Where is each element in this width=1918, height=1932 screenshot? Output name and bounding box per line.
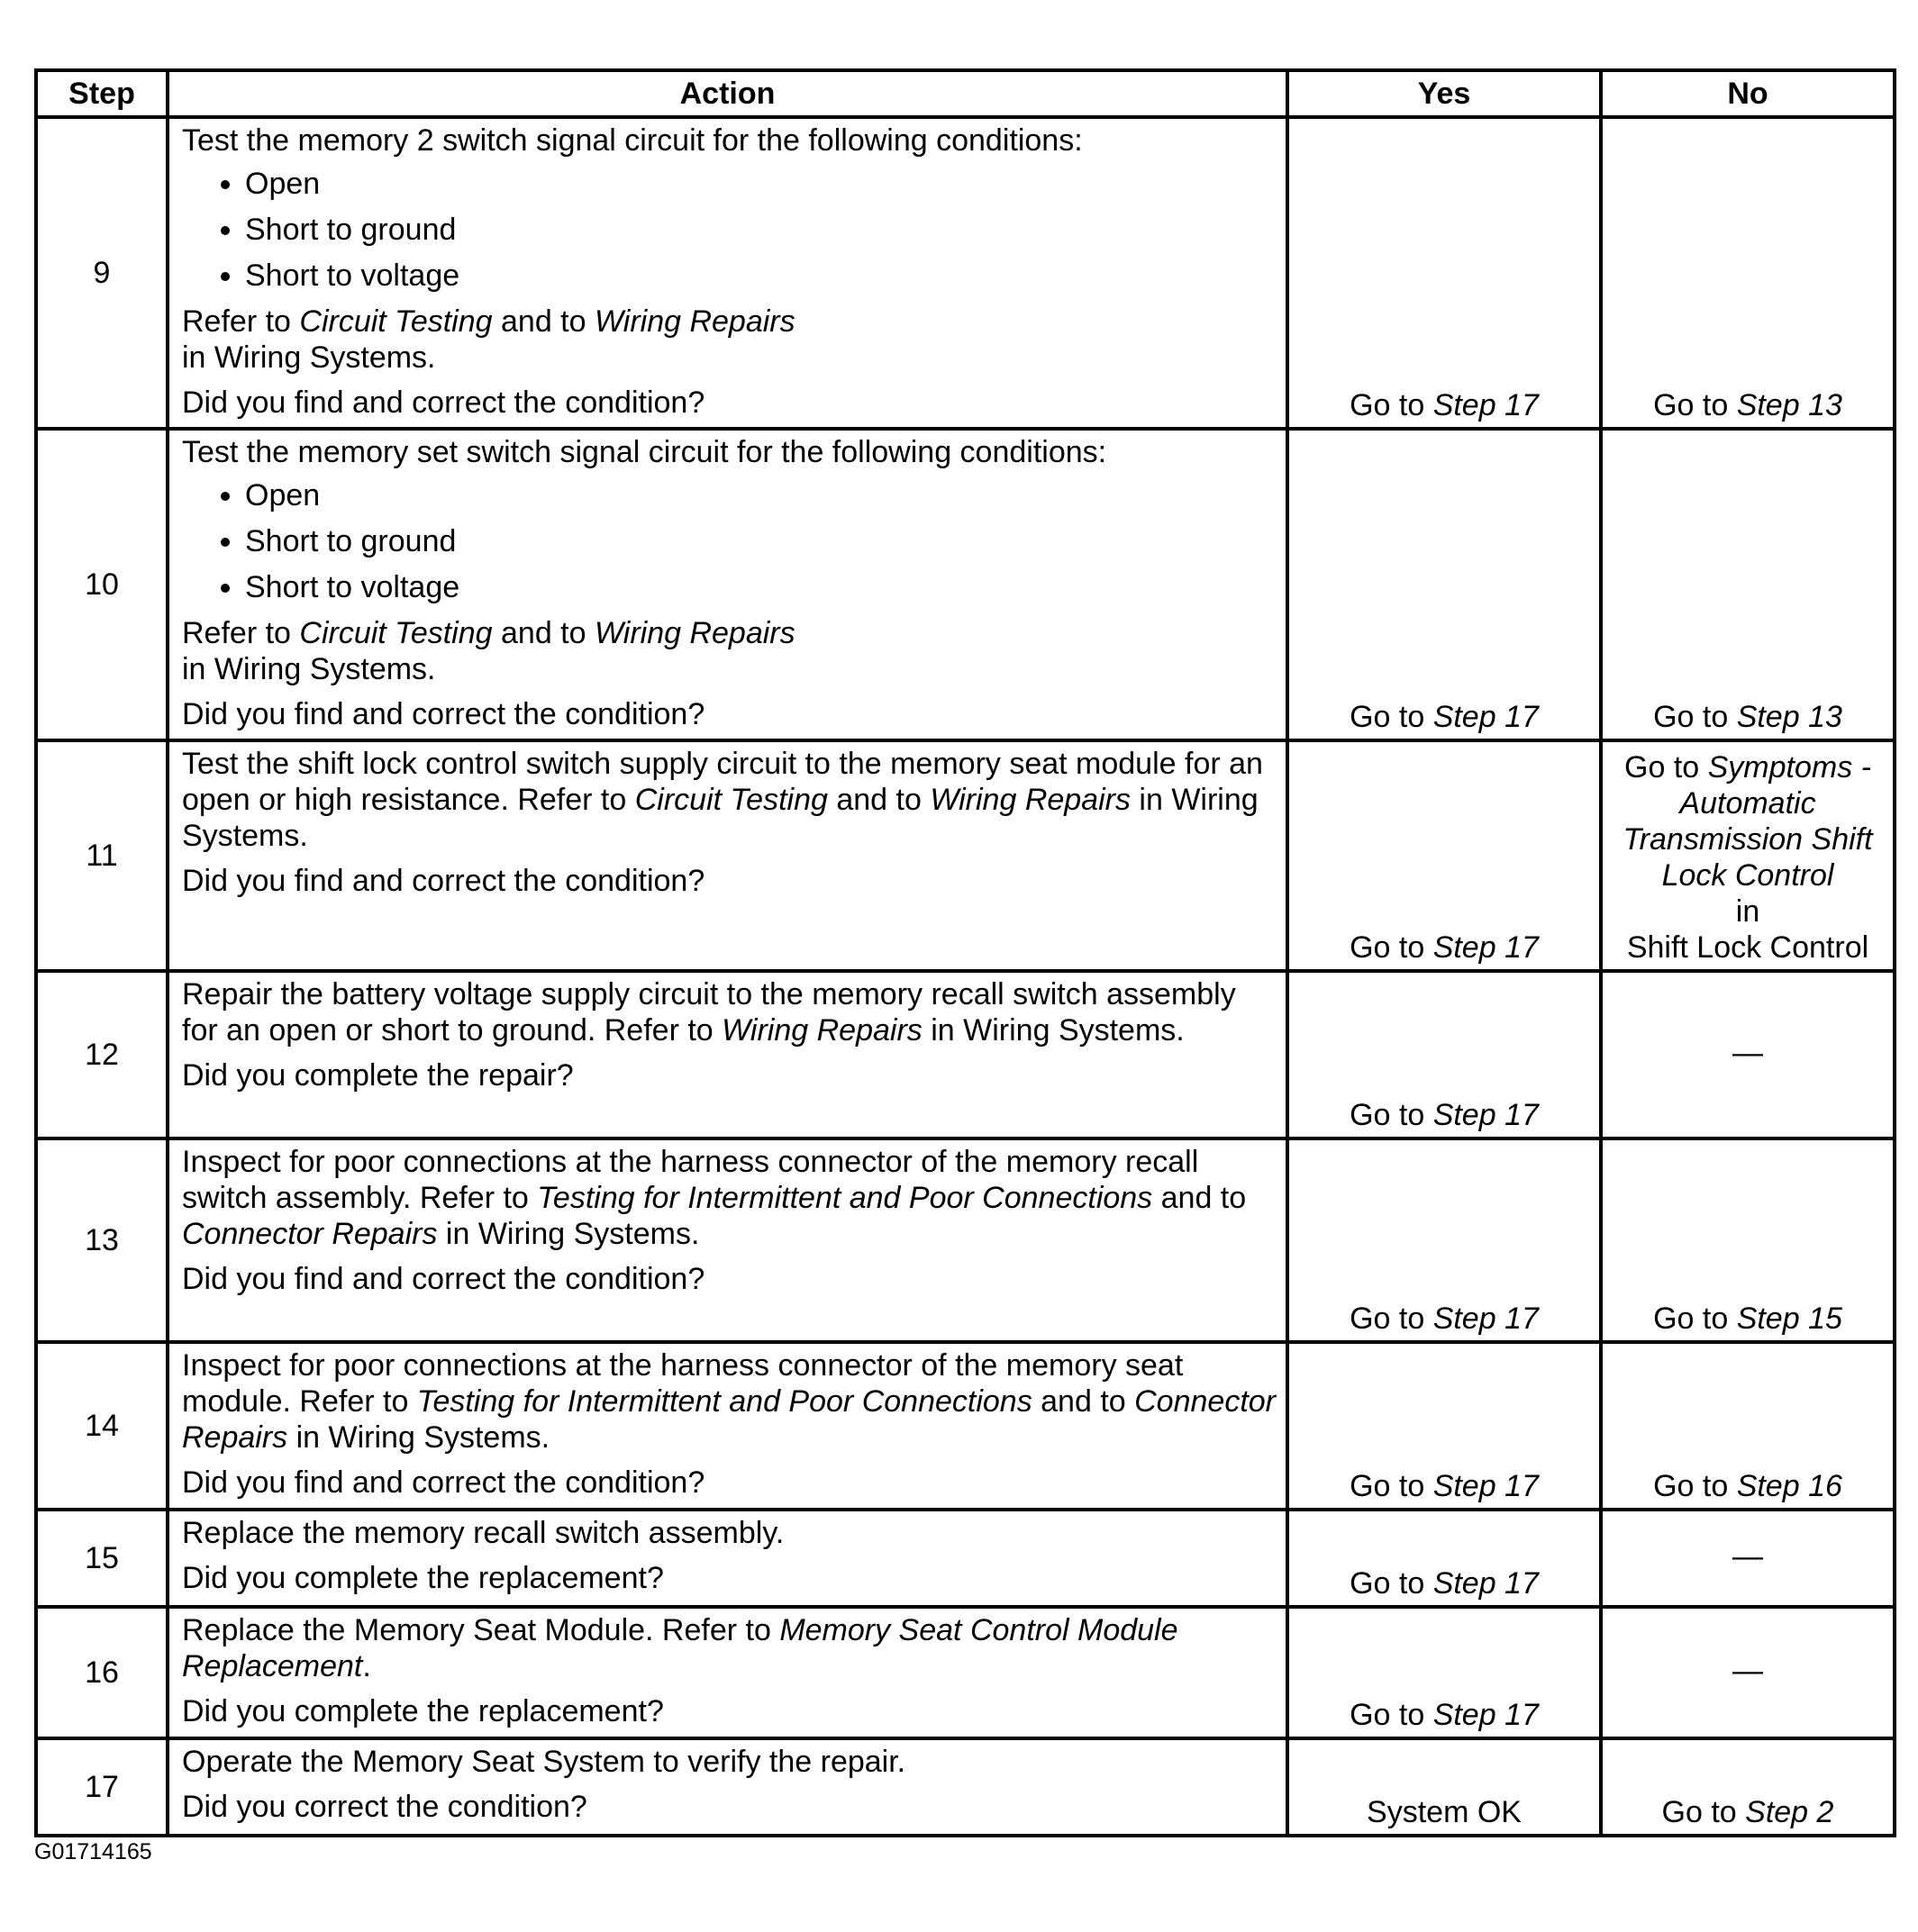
table-row xyxy=(36,1138,1895,1342)
action-reference: Refer to Circuit Testing and to Wiring Repairs in Wiring Systems. xyxy=(182,304,795,375)
action-question: Did you find and correct the condition? xyxy=(182,1465,705,1500)
reference-link: Circuit Testing xyxy=(634,783,828,817)
reference-link: Wiring Repairs xyxy=(594,304,795,339)
step-link: Step 17 xyxy=(1432,1698,1539,1732)
no-cell: Go to Step 16 xyxy=(1601,1342,1895,1510)
action-cell xyxy=(168,1138,1287,1342)
action-question: Did you complete the repair? xyxy=(182,1058,574,1093)
table-row xyxy=(36,117,1895,429)
step-number: 15 xyxy=(36,1510,168,1607)
action-question: Did you find and correct the condition? xyxy=(182,697,705,731)
no-cell xyxy=(1601,1510,1895,1607)
yes-cell: Go to Step 17 xyxy=(1287,740,1601,971)
table-row xyxy=(36,1738,1895,1836)
yes-cell xyxy=(1287,1738,1601,1836)
action-cell xyxy=(168,1342,1287,1510)
dash: — xyxy=(1732,1654,1763,1688)
list-item: • Open xyxy=(245,477,1277,513)
reference-link: Connector Repairs xyxy=(182,1384,1276,1455)
action-intro: Test the memory set switch signal circuit for the following conditions: xyxy=(182,435,1107,469)
table-row xyxy=(36,1342,1895,1510)
reference-link: Wiring Repairs xyxy=(594,616,795,650)
step-number: 12 xyxy=(36,971,168,1138)
list-item: • Open xyxy=(245,166,1277,202)
step-link: Step 17 xyxy=(1432,1098,1539,1132)
step-number: 11 xyxy=(36,740,168,971)
header-action: Action xyxy=(168,70,1287,117)
step-link: Step 17 xyxy=(1432,930,1539,965)
step-number: 16 xyxy=(36,1607,168,1738)
condition-list xyxy=(182,477,1277,605)
yes-cell: Go to Step 17 xyxy=(1287,1138,1601,1342)
step-number: 9 xyxy=(36,117,168,429)
action-question: Did you find and correct the condition? xyxy=(182,385,705,420)
reference-link: Circuit Testing xyxy=(299,616,493,650)
yes-cell: Go to Step 17 xyxy=(1287,1607,1601,1738)
action-question: Did you complete the replacement? xyxy=(182,1561,664,1595)
reference-link: Connector Repairs xyxy=(182,1217,438,1251)
no-cell: Go to Symptoms - Automatic Transmission Shift Lock Control in Shift Lock Control xyxy=(1601,740,1895,971)
reference-link: Circuit Testing xyxy=(299,304,493,339)
list-item: • Short to ground xyxy=(245,523,1277,559)
yes-cell: Go to Step 17 xyxy=(1287,1510,1601,1607)
header-no: No xyxy=(1601,70,1895,117)
reference-link: Wiring Repairs xyxy=(930,783,1131,817)
no-cell xyxy=(1601,971,1895,1138)
step-link: Step 17 xyxy=(1432,1302,1539,1336)
step-link: Step 17 xyxy=(1432,1469,1539,1503)
table-row xyxy=(36,1607,1895,1738)
action-text: Inspect for poor connections at the harness connector of the memory recall switch assembly. Refer to Testing for Intermittent and Poor Connections and to Connector Repairs in Wiring Systems. xyxy=(182,1145,1247,1251)
action-text: Replace the memory recall switch assembly. xyxy=(182,1516,785,1550)
action-cell xyxy=(168,740,1287,971)
action-reference: Refer to Circuit Testing and to Wiring Repairs in Wiring Systems. xyxy=(182,616,795,686)
action-intro: Test the memory 2 switch signal circuit for the following conditions: xyxy=(182,123,1083,158)
list-item: • Short to voltage xyxy=(245,569,1277,605)
action-text: Repair the battery voltage supply circuit to the memory recall switch assembly for an open or short to ground. Refer to Wiring Repairs in Wiring Systems. xyxy=(182,977,1236,1048)
result-text: System OK xyxy=(1367,1795,1522,1829)
header-step: Step xyxy=(36,70,168,117)
list-item: • Short to voltage xyxy=(245,258,1277,294)
table-row xyxy=(36,429,1895,740)
action-cell xyxy=(168,117,1287,429)
yes-cell: Go to Step 17 xyxy=(1287,429,1601,740)
step-number: 14 xyxy=(36,1342,168,1510)
step-number: 13 xyxy=(36,1138,168,1342)
reference-link: Wiring Repairs xyxy=(722,1013,923,1048)
step-link: Step 15 xyxy=(1736,1302,1842,1336)
reference-link: Memory Seat Control Module Replacement xyxy=(182,1613,1178,1683)
action-cell xyxy=(168,1510,1287,1607)
action-cell xyxy=(168,429,1287,740)
step-link: Step 2 xyxy=(1745,1795,1834,1829)
figure-id: G01714165 xyxy=(34,1839,152,1864)
condition-list xyxy=(182,166,1277,294)
step-link: Step 16 xyxy=(1736,1469,1842,1503)
step-link: Step 17 xyxy=(1432,700,1539,734)
reference-link: Testing for Intermittent and Poor Connections xyxy=(537,1181,1153,1215)
step-link: Symptoms - Automatic Transmission Shift Lock Control xyxy=(1623,750,1873,893)
dash: — xyxy=(1732,1539,1763,1574)
list-item: • Short to ground xyxy=(245,212,1277,248)
header-yes: Yes xyxy=(1287,70,1601,117)
action-question: Did you find and correct the condition? xyxy=(182,864,705,898)
action-cell xyxy=(168,1738,1287,1836)
no-cell: Go to Step 15 xyxy=(1601,1138,1895,1342)
action-cell xyxy=(168,1607,1287,1738)
step-link: Step 17 xyxy=(1432,1566,1539,1601)
table-row xyxy=(36,740,1895,971)
reference-link: Testing for Intermittent and Poor Connections xyxy=(416,1384,1032,1419)
no-cell: Go to Step 13 xyxy=(1601,117,1895,429)
action-question: Did you find and correct the condition? xyxy=(182,1262,705,1296)
step-number: 17 xyxy=(36,1738,168,1836)
action-question: Did you correct the condition? xyxy=(182,1790,587,1824)
action-text: Replace the Memory Seat Module. Refer to Memory Seat Control Module Replacement. xyxy=(182,1613,1178,1683)
dash: — xyxy=(1732,1036,1763,1070)
no-cell: Go to Step 13 xyxy=(1601,429,1895,740)
yes-cell: Go to Step 17 xyxy=(1287,1342,1601,1510)
header-row xyxy=(36,70,1895,117)
yes-cell: Go to Step 17 xyxy=(1287,971,1601,1138)
no-cell xyxy=(1601,1607,1895,1738)
table-row xyxy=(36,971,1895,1138)
action-cell xyxy=(168,971,1287,1138)
no-cell: Go to Step 2 xyxy=(1601,1738,1895,1836)
step-link: Step 13 xyxy=(1736,700,1842,734)
diagnostic-table xyxy=(34,68,1896,1837)
action-text: Test the shift lock control switch supply circuit to the memory seat module for an open or high resistance. Refer to Circuit Testing and to Wiring Repairs in Wiring Systems. xyxy=(182,747,1263,853)
action-question: Did you complete the replacement? xyxy=(182,1694,664,1728)
step-link: Step 13 xyxy=(1736,388,1842,422)
step-number: 10 xyxy=(36,429,168,740)
yes-cell: Go to Step 17 xyxy=(1287,117,1601,429)
action-text: Operate the Memory Seat System to verify the repair. xyxy=(182,1745,906,1779)
table-row xyxy=(36,1510,1895,1607)
action-text: Inspect for poor connections at the harness connector of the memory seat module. Refer to Testing for Intermittent and Poor Connections and to Connector Repairs in Wiring Systems. xyxy=(182,1348,1276,1455)
step-link: Step 17 xyxy=(1432,388,1539,422)
